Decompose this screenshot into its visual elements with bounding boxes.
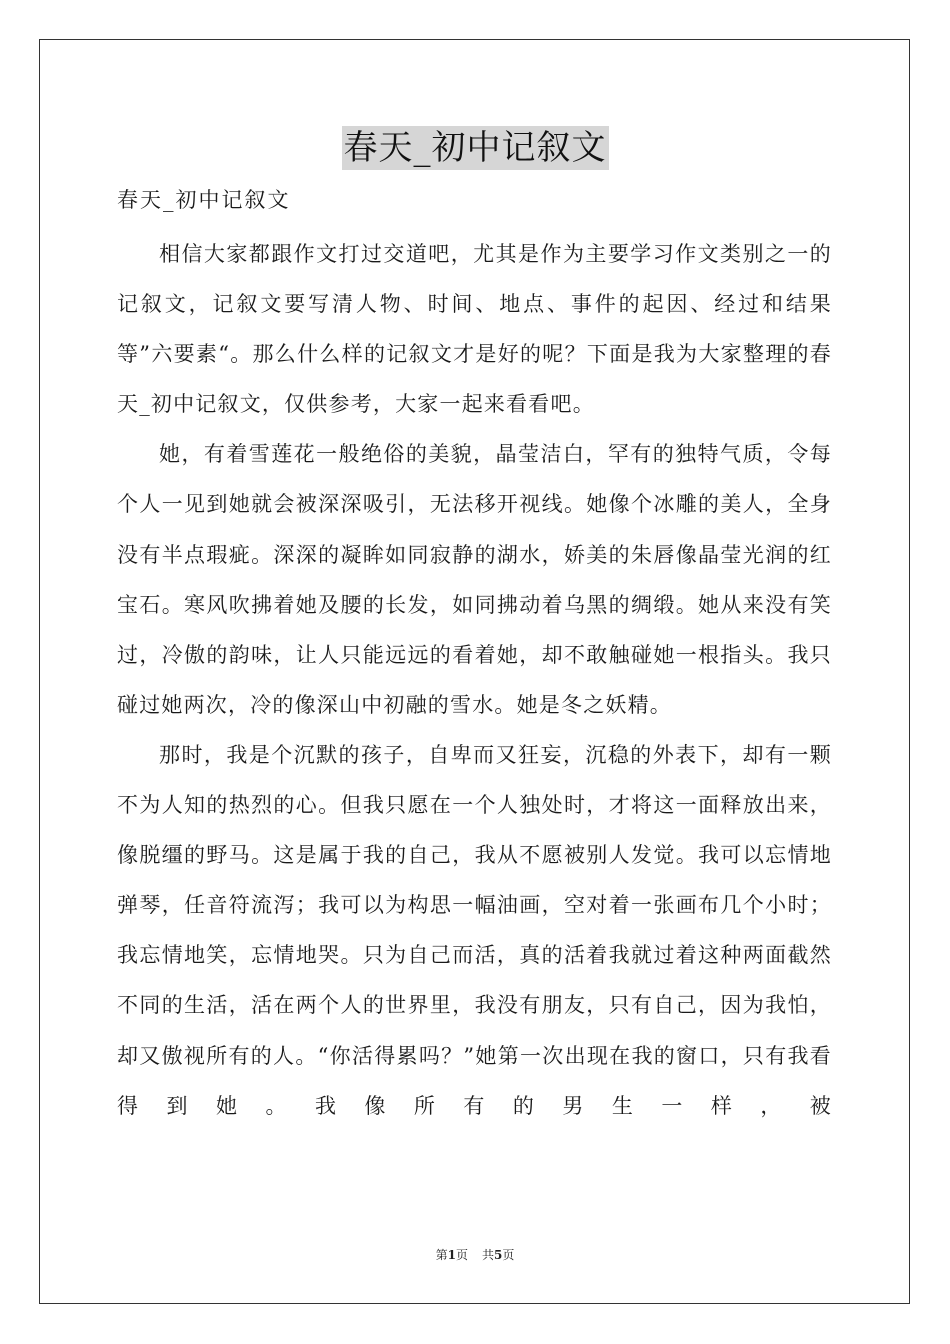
- document-subtitle: 春天_初中记叙文: [117, 188, 291, 212]
- document-body: [117, 229, 832, 1131]
- document-title: 春天_初中记叙文: [343, 128, 607, 168]
- page-current: 1: [447, 1248, 456, 1262]
- paragraph-intro: 相信大家都跟作文打过交道吧，尤其是作为主要学习作文类别之一的记叙文，记叙文要写清人物、时间、地点、事件的起因、经过和结果等”六要素“。那么什么样的记叙文才是好的呢？下面是我为大家整理的春天_初中记叙文，仅供参考，大家一起来看看吧。: [117, 242, 832, 417]
- page-prefix: 第: [435, 1248, 448, 1262]
- title-area: [0, 126, 950, 170]
- paragraph-narrative: 那时，我是个沉默的孩子，自卑而又狂妄，沉稳的外表下，却有一颗不为人知的热烈的心。但我只愿在一个人独处时，才将这一面释放出来，像脱缰的野马。这是属于我的自己，我从不愿被别人发觉。我可以忘情地弹琴，任音符流泻；我可以为构思一幅油画，空对着一张画布几个小时；我忘情地笑，忘情地哭。只为自己而活，真的活着我就过着这种两面截然不同的生活，活在两个人的世界里，我没有朋友，只有自己，因为我怕，却又傲视所有的人。“你活得累吗？”她第一次出现在我的窗口，只有我看得到她。我像所有的男生一样，被: [117, 742, 832, 1118]
- page-suffix: 页: [455, 1248, 468, 1262]
- page-footer: [0, 1247, 950, 1263]
- paragraph-description: 她，有着雪莲花一般绝俗的美貌，晶莹洁白，罕有的独特气质，令每个人一见到她就会被深深吸引，无法移开视线。她像个冰雕的美人，全身没有半点瑕疵。深深的凝眸如同寂静的湖水，娇美的朱唇像晶莹光润的红宝石。寒风吹拂着她及腰的长发，如同拂动着乌黑的绸缎。她从来没有笑过，冷傲的韵味，让人只能远远的看着她，却不敢触碰她一根指头。我只碰过她两次，冷的像深山中初融的雪水。她是冬之妖精。: [117, 442, 832, 717]
- total-suffix: 页: [502, 1248, 515, 1262]
- page-total: 5: [494, 1248, 503, 1262]
- total-prefix: 共: [482, 1248, 495, 1262]
